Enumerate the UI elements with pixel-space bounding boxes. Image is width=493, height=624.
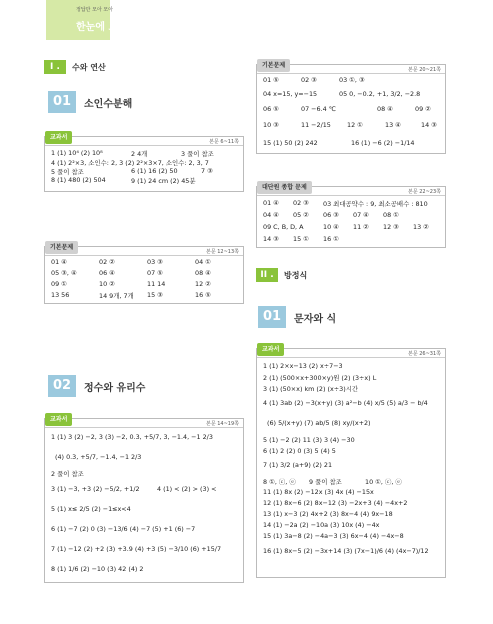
answer-text: 16 ⑤ — [195, 291, 211, 299]
answer-box-review — [256, 186, 446, 248]
page-reference: 본문 14~19쪽 — [206, 421, 239, 427]
answer-text: 8 ①, ⓒ, ⓔ — [263, 478, 296, 486]
page-reference: 본문 6~11쪽 — [209, 139, 239, 145]
answer-text: 5 (1) −2 (2) 11 (3) 3 (4) −30 — [263, 436, 355, 444]
answer-text: 16 (1) −6 (2) −1/14 — [351, 139, 415, 147]
answer-text: 5 풀이 참조 — [51, 168, 84, 176]
answer-text: 13 ④ — [385, 121, 401, 129]
answer-text: 12 (1) 8x−6 (2) 8x−12 (3) −2x+3 (4) −4x+2 — [263, 499, 408, 507]
answer-text: 16 ① — [323, 235, 339, 243]
header-subtitle: 정답만 모아 모아 — [76, 7, 113, 13]
answer-text: 04 ④ — [263, 211, 279, 219]
answer-text: 12 ③ — [383, 223, 399, 231]
answer-text: 15 (1) 3a−8 (2) −4a−3 (3) 6x−4 (4) −4x−8 — [263, 532, 404, 540]
answer-text: 06 ③ — [323, 211, 339, 219]
answer-text: 01 ⑤ — [263, 76, 279, 84]
answer-text: 10 ①, ⓒ, ⓔ — [365, 478, 402, 486]
answer-text: (4) 0.3, +5/7, −1.4, −1 2/3 — [55, 453, 142, 461]
answer-text: 09 ① — [51, 280, 67, 288]
answer-text: 04 x=15, y=−15 — [263, 90, 318, 98]
answer-text: 5 (1) x≤ 2/5 (2) −1≤x<4 — [51, 505, 131, 513]
answer-text: 10 ② — [99, 280, 115, 288]
header-title: 한눈에 보기 — [76, 22, 128, 33]
answer-text: 2 (1) (500×x+300×y)원 (2) (3÷x) L — [263, 374, 377, 382]
answer-text: 11 ② — [353, 223, 369, 231]
section-name: 수와 연산 — [72, 62, 106, 72]
answer-text: 09 C, B, D, A — [263, 223, 304, 231]
answer-text: (6) 5/(x+y) (7) ab/5 (8) xy/(x+2) — [267, 419, 371, 427]
page-reference: 본문 22~23쪽 — [408, 189, 441, 195]
answer-text: 06 ⑤ — [263, 105, 279, 113]
answer-text: 05 ② — [293, 211, 309, 219]
unit-number: 02 — [48, 375, 76, 397]
answer-text: 02 ③ — [293, 199, 309, 207]
answer-text: 06 ④ — [99, 269, 115, 277]
answer-text: 03 ①, ③ — [339, 76, 365, 84]
answer-text: 02 ② — [99, 258, 115, 266]
answer-text: 4 (1) 3ab (2) −3(x+y) (3) a²−b (4) x/5 (5) a/3 − b/4 — [263, 399, 428, 407]
answer-text: 07 ④ — [353, 211, 369, 219]
answer-text: 9 풀이 참조 — [309, 478, 342, 486]
answer-text: 05 ③, ④ — [51, 269, 77, 277]
page-reference: 본문 20~21쪽 — [408, 67, 441, 73]
answer-text: 4 (1) 2²×3, 소인수: 2, 3 (2) 2²×3×7, 소인수: 2, 3, 7 — [51, 159, 209, 167]
answer-text: 11 (1) 8x (2) −12x (3) 4x (4) −15x — [263, 488, 374, 496]
answer-text: 3 풀이 참조 — [181, 150, 214, 158]
answer-text: 7 (1) −12 (2) +2 (3) +3.9 (4) +3 (5) −3/10 (6) +15/7 — [51, 545, 222, 553]
answer-text: 08 ① — [383, 211, 399, 219]
answer-text: 1 (1) 2×x−13 (2) x÷7−3 — [263, 362, 343, 370]
answer-box-textbook-2 — [44, 418, 244, 583]
answer-text: 05 0, −0.2, +1, 3/2, −2.8 — [339, 90, 421, 98]
answer-text: 09 ② — [415, 105, 431, 113]
answer-text: 01 ④ — [263, 199, 279, 207]
unit-title: 문자와 식 — [294, 313, 337, 325]
unit-heading-integers — [48, 375, 145, 397]
answer-text: 12 ② — [195, 280, 211, 288]
answer-text: 11 14 — [147, 280, 166, 288]
answer-text: 04 ① — [195, 258, 211, 266]
answer-text: 10 ④ — [323, 223, 339, 231]
box-badge: 기본문제 — [257, 59, 290, 72]
answer-box-basic-2 — [256, 64, 446, 154]
box-badge: 기본문제 — [45, 241, 78, 254]
answer-text: 14 (1) −2a (2) −10a (3) 10x (4) −4x — [263, 521, 380, 529]
answer-text: 07 −6.4 ℃ — [301, 105, 336, 113]
unit-heading-factorization — [48, 91, 132, 113]
answer-text: 2 4개 — [131, 150, 148, 158]
answer-text: 08 ④ — [195, 269, 211, 277]
answer-text: 2 풀이 참조 — [51, 470, 84, 478]
answer-text: 3 (1) (50×x) km (2) (x÷3)시간 — [263, 385, 359, 393]
answer-text: 1 (1) 3 (2) −2, 3 (3) −2, 0.3, +5/7, 3, −1.4, −1 2/3 — [51, 433, 213, 441]
answer-text: 3 (1) −3, +3 (2) −5/2, +1/2 — [51, 485, 140, 493]
section-heading-1 — [44, 60, 106, 74]
section-number: I . — [44, 60, 66, 74]
page-header — [0, 0, 493, 42]
unit-title: 정수와 유리수 — [84, 382, 146, 394]
answer-text: 02 ③ — [301, 76, 317, 84]
answer-text: 6 (1) −7 (2) 0 (3) −13/6 (4) −7 (5) +1 (6) −7 — [51, 525, 196, 533]
unit-number: 01 — [258, 306, 286, 328]
answer-text: 11 −2/15 — [301, 121, 331, 129]
section-name: 방정식 — [284, 270, 308, 280]
box-badge: 교과서 — [257, 343, 284, 356]
unit-title: 소인수분해 — [84, 98, 133, 110]
answer-text: 14 ③ — [263, 235, 279, 243]
answer-text: 15 ① — [293, 235, 309, 243]
answer-text: 1 (1) 10⁴ (2) 10⁸ — [51, 149, 103, 157]
answer-text: 8 (1) 1/6 (2) −10 (3) 42 (4) 2 — [51, 565, 144, 573]
page-reference: 본문 12~13쪽 — [206, 249, 239, 255]
answer-box-textbook-3 — [256, 348, 446, 578]
answer-text: 6 (1) 16 (2) 50 — [131, 167, 178, 175]
answer-text: 12 ① — [347, 121, 363, 129]
unit-heading-expressions — [258, 306, 336, 328]
answer-text: 08 ④ — [377, 105, 393, 113]
answer-box-basic-1 — [44, 246, 244, 304]
answer-text: 4 (1) < (2) > (3) < — [157, 485, 217, 493]
answer-text: 15 ③ — [147, 291, 163, 299]
answer-text: 15 (1) 50 (2) 242 — [263, 139, 318, 147]
page-reference: 본문 26~31쪽 — [408, 351, 441, 357]
section-number: II . — [256, 268, 278, 282]
unit-number: 01 — [48, 91, 76, 113]
answer-text: 13 56 — [51, 291, 70, 299]
box-badge: 교과서 — [45, 413, 72, 426]
answer-text: 14 9개, 7개 — [99, 292, 134, 300]
answer-text: 03 최대공약수 : 9, 최소공배수 : 810 — [323, 200, 428, 208]
answer-text: 07 ⑤ — [147, 269, 163, 277]
answer-text: 16 (1) 8x−5 (2) −3x+14 (3) (7x−1)/6 (4) (4x−7)/12 — [263, 547, 429, 555]
answer-text: 7 ③ — [201, 167, 213, 175]
answer-text: 01 ④ — [51, 258, 67, 266]
section-heading-2 — [256, 268, 307, 282]
answer-text: 8 (1) 480 (2) 504 — [51, 176, 106, 184]
box-badge: 대단원 종합 문제 — [257, 181, 312, 194]
answer-text: 9 (1) 24 cm (2) 45분 — [131, 177, 196, 185]
answer-text: 13 (1) x−3 (2) 4x+2 (3) 8x−4 (4) 9x−18 — [263, 510, 393, 518]
box-badge: 교과서 — [45, 131, 72, 144]
answer-text: 6 (1) 2 (2) 0 (3) 5 (4) 5 — [263, 447, 336, 455]
answer-text: 10 ③ — [263, 121, 279, 129]
answer-text: 7 (1) 3/2 (a+9) (2) 21 — [263, 461, 333, 469]
answer-text: 03 ③ — [147, 258, 163, 266]
answer-text: 13 ② — [413, 223, 429, 231]
answer-text: 14 ③ — [421, 121, 437, 129]
answer-box-textbook-1 — [44, 136, 244, 192]
